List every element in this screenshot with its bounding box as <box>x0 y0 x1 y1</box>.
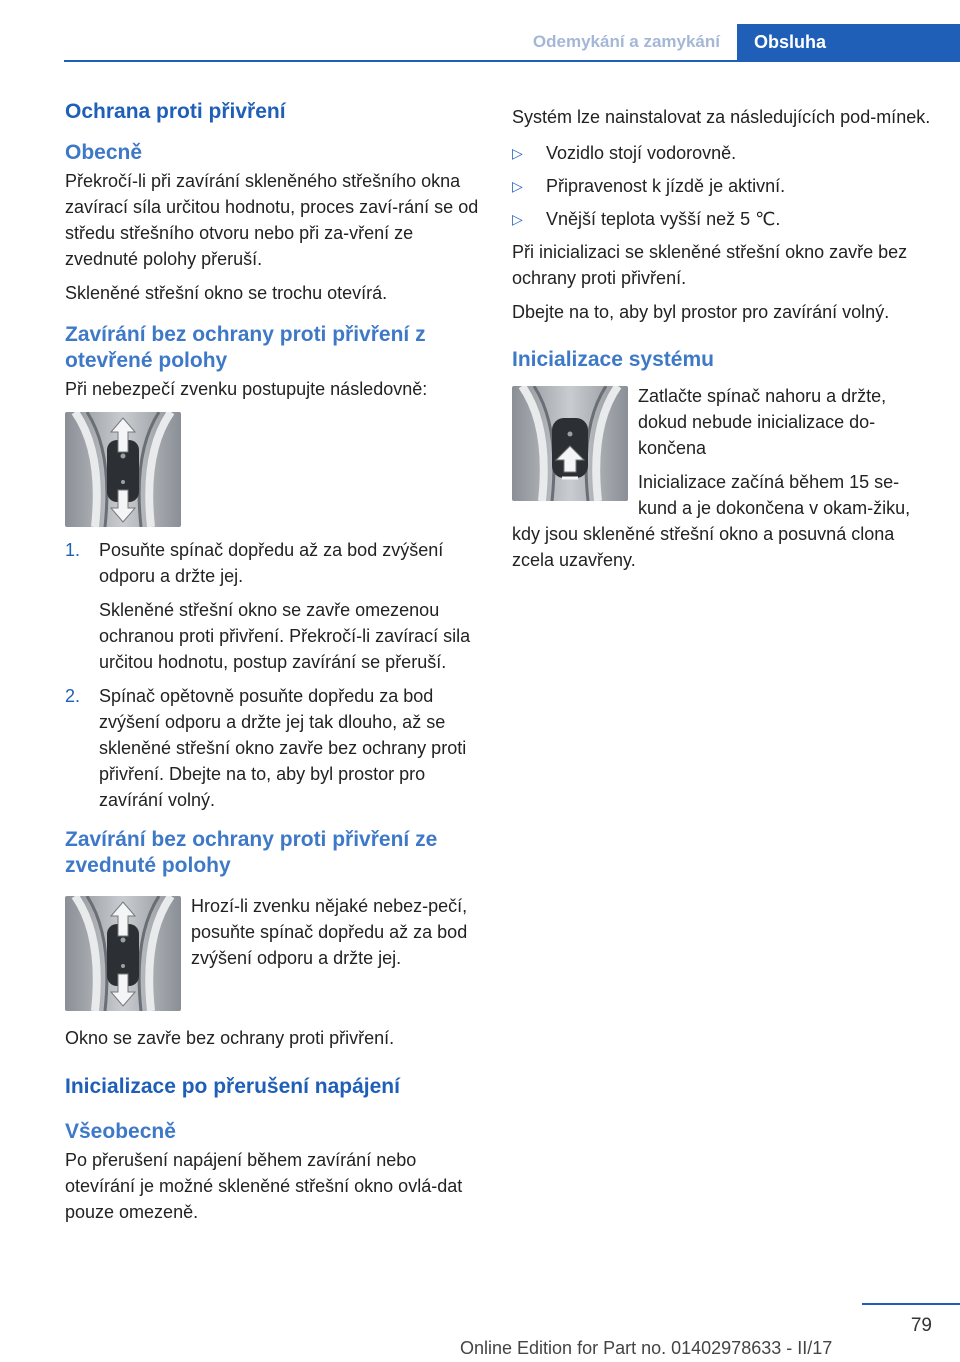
raised-block <box>65 893 480 1017</box>
step-number: 2. <box>65 686 81 706</box>
switch-illustration-raised <box>65 896 181 1011</box>
triangle-bullet-icon: ▷ <box>512 145 523 161</box>
list-item <box>65 537 480 675</box>
step-note: Skleněné střešní okno se zavře omezenou ochranou proti přivření. Překročí-li zavírací sila určitou hodnotu, postup zavírání se přeruší. <box>99 600 471 672</box>
subheading-open-position: Zavírání bez ochrany proti přivření z otevřené polohy <box>65 323 426 372</box>
left-column <box>65 98 480 1233</box>
paragraph: Po přerušení napájení během zavírání nebo otevírání je možné skleněné střešní okno ovlá‐dat pouze omezeně. <box>65 1150 463 1222</box>
subheading-general-power: Všeobecně <box>65 1120 176 1143</box>
step-number: 1. <box>65 540 81 560</box>
triangle-bullet-icon: ▷ <box>512 211 523 227</box>
list-item <box>65 683 480 813</box>
triangle-bullet-icon: ▷ <box>512 178 523 194</box>
right-column <box>512 104 932 581</box>
paragraph: Dbejte na to, aby byl prostor pro zavírání volný. <box>512 302 890 322</box>
section-heading: Ochrana proti přivření <box>65 100 286 123</box>
section-title: Odemykání a zamykání <box>532 32 720 51</box>
step-text: Posuňte spínač dopředu až za bod zvýšení odporu a držte jej. <box>99 540 444 586</box>
paragraph: Inicializace začíná během 15 se‐kund a je dokončena v okam‐žiku, kdy jsou skleněné střešní okno a posuvná clona zcela uzavřeny. <box>512 472 911 570</box>
list-item <box>512 206 932 232</box>
paragraph: Systém lze nainstalovat za následujících pod‐mínek. <box>512 107 931 127</box>
paragraph: Skleněné střešní okno se trochu otevírá. <box>65 283 388 303</box>
step-text: Spínač opětovně posuňte dopředu za bod zvýšení odporu a držte jej tak dlouho, až se skleněné střešní okno zavře bez ochrany proti přivření. Dbejte na to, aby byl prostor pro zavírání volný. <box>99 686 467 810</box>
switch-illustration-forward <box>65 412 181 527</box>
subheading-raised-position: Zavírání bez ochrany proti přivření ze zvednuté polohy <box>65 828 438 877</box>
section-heading-power: Inicializace po přerušení napájení <box>65 1075 400 1098</box>
page-header <box>0 24 960 62</box>
switch-illustration-up <box>512 386 628 501</box>
subheading-general: Obecně <box>65 141 143 164</box>
condition-text: Vozidlo stojí vodorovně. <box>546 143 737 163</box>
page-number: 79 <box>910 1315 932 1336</box>
paragraph: Při nebezpečí zvenku postupujte následovně: <box>65 379 428 399</box>
header-rule <box>64 60 960 62</box>
paragraph: Hrozí-li zvenku nějaké nebez‐pečí, posuňte spínač dopředu až za bod zvýšení odporu a držte jej. <box>191 896 468 968</box>
subheading-initialization: Inicializace systému <box>512 348 714 371</box>
paragraph: Okno se zavře bez ochrany proti přivření. <box>65 1028 395 1048</box>
conditions-list <box>512 140 932 232</box>
steps-list <box>65 537 480 813</box>
paragraph: Zatlačte spínač nahoru a držte, dokud nebude inicializace do‐končena <box>638 386 887 458</box>
condition-text: Vnější teplota vyšší než 5 ℃. <box>546 209 781 229</box>
paragraph: Při inicializaci se skleněné střešní okno zavře bez ochrany proti přivření. <box>512 242 908 288</box>
footer-rule <box>862 1303 960 1305</box>
chapter-tab: Obsluha <box>737 24 960 61</box>
paragraph: Překročí-li při zavírání skleněného střešního okna zavírací síla určitou hodnotu, proces zaví‐rání se od středu střešního otvoru nebo při za‐vření ze zvednuté polohy přeruší. <box>65 171 479 269</box>
list-item <box>512 173 932 199</box>
list-item <box>512 140 932 166</box>
edition-note: Online Edition for Part no. 01402978633 - II/17 <box>460 1338 833 1358</box>
condition-text: Připravenost k jízdě je aktivní. <box>546 176 786 196</box>
